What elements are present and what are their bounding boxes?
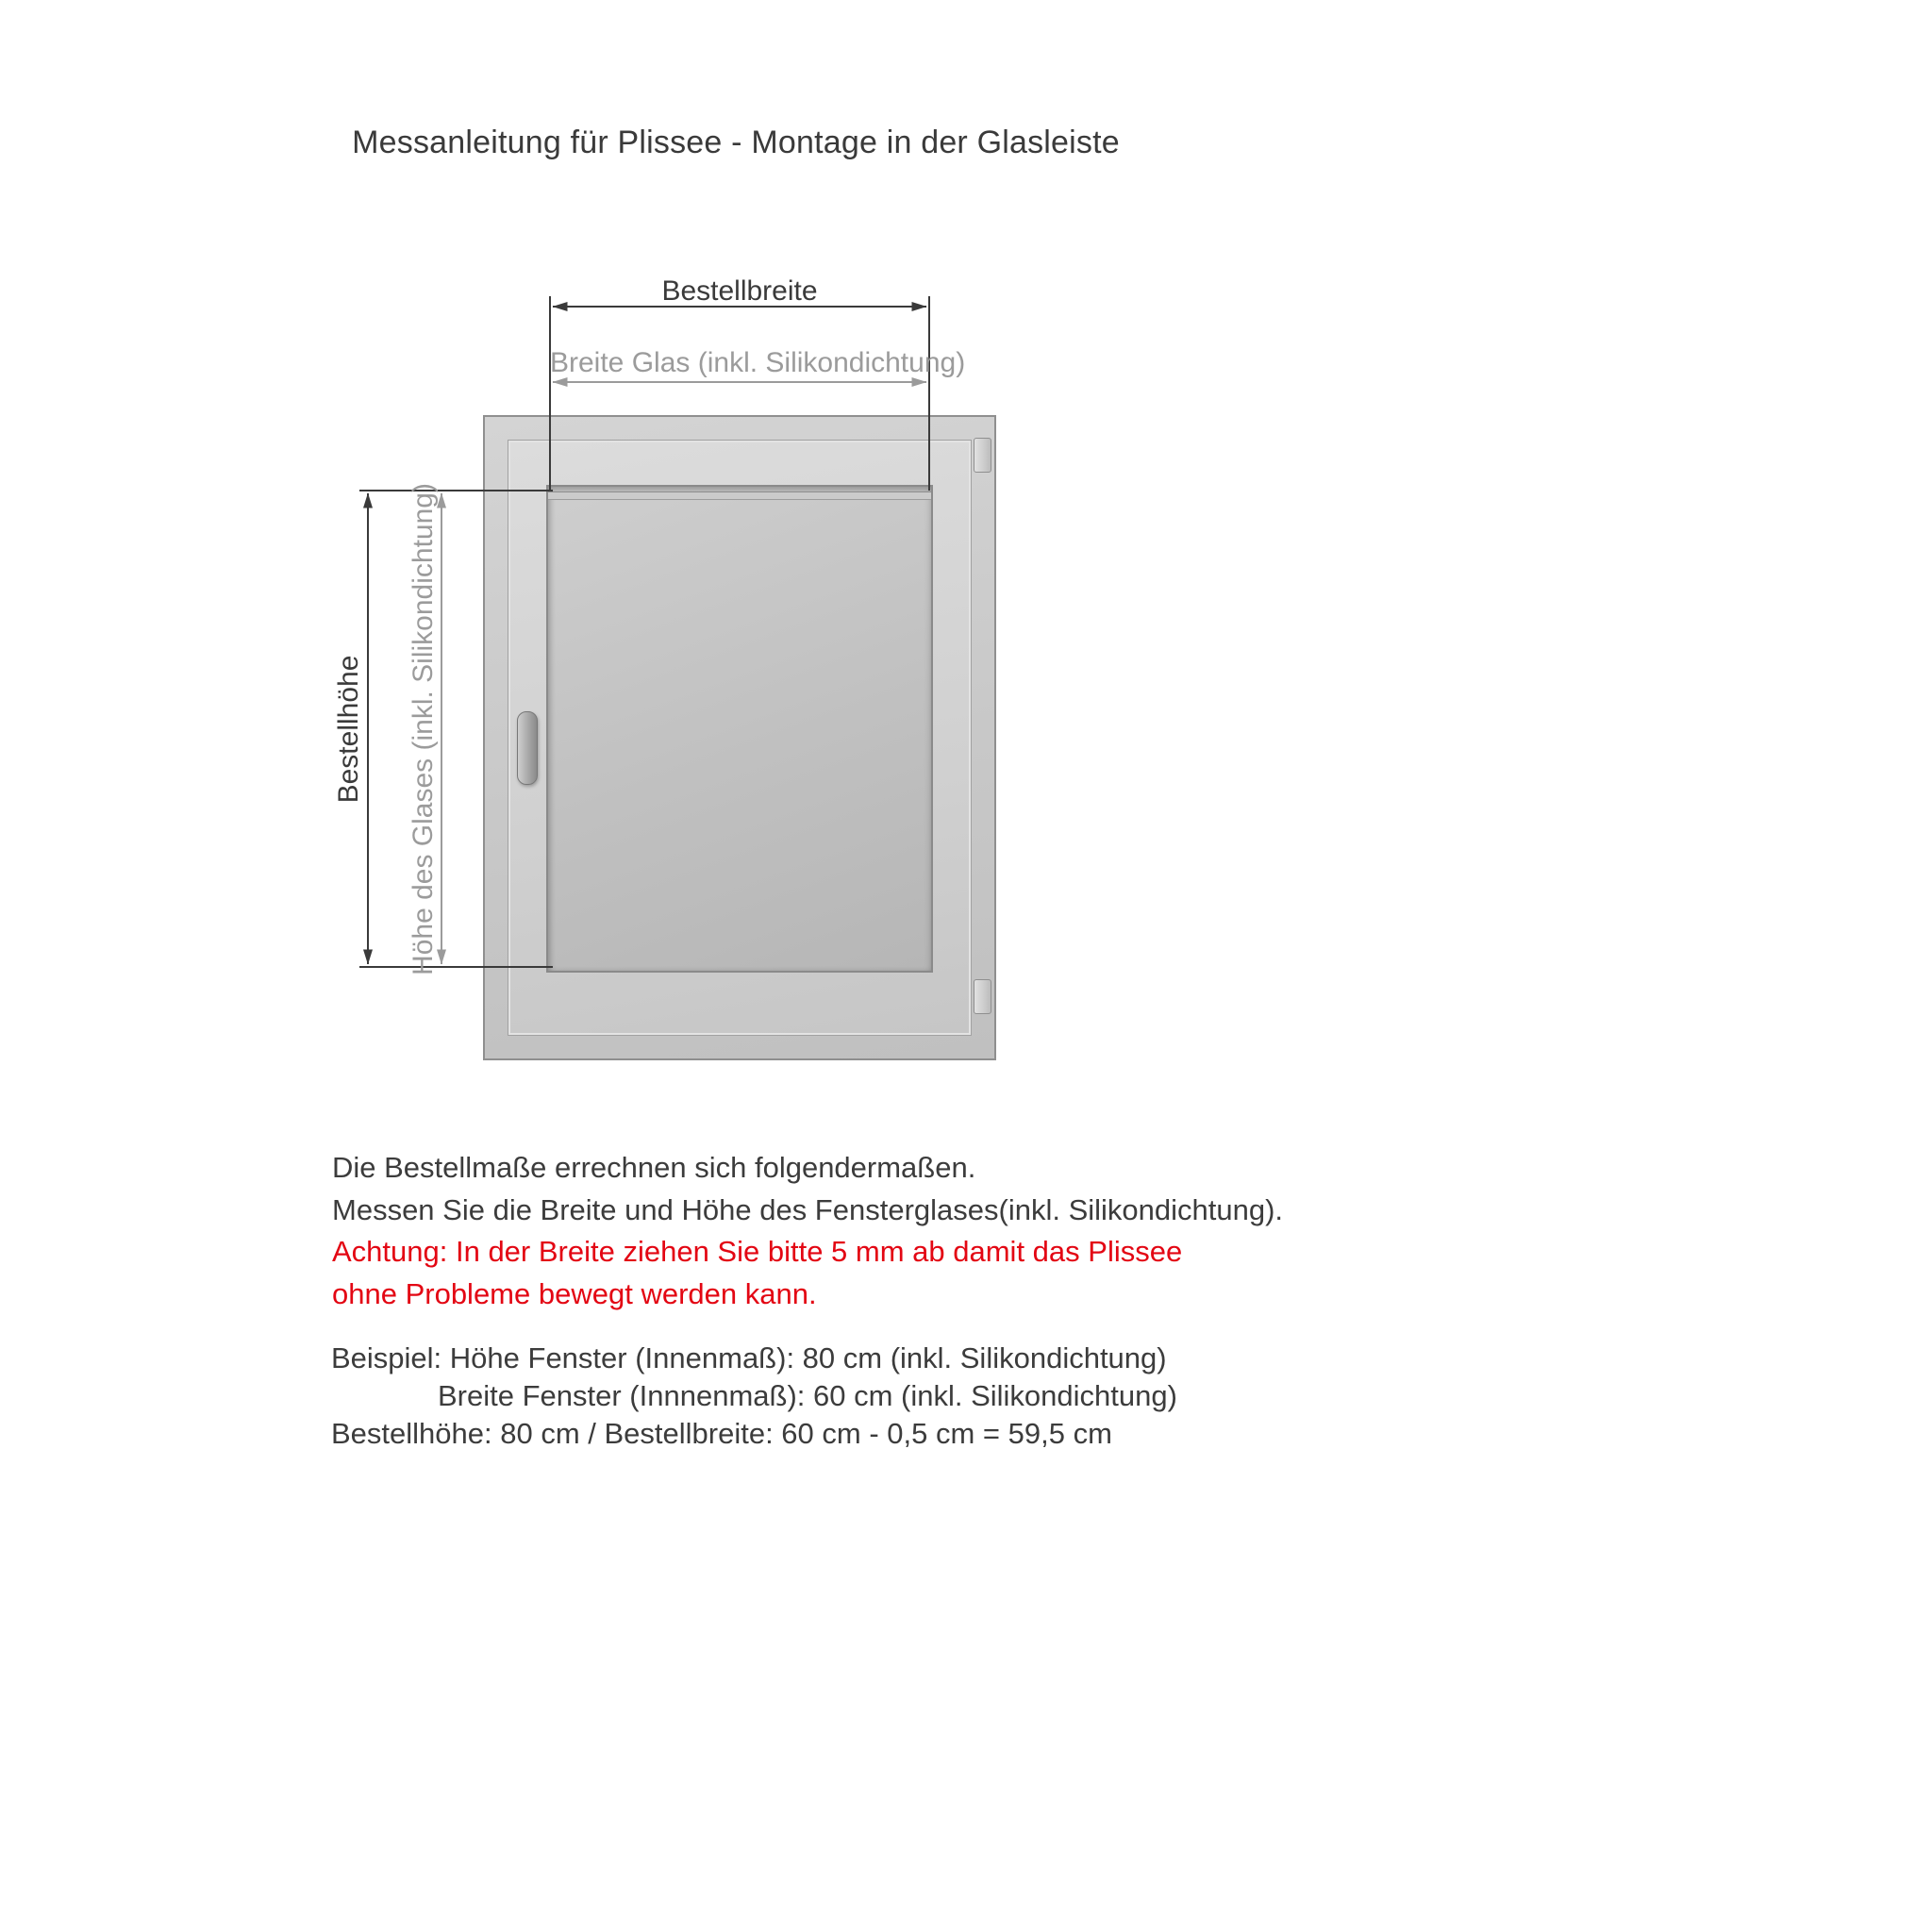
window-handle [517,711,538,785]
warning-line-2: ohne Probleme bewegt werden kann. [332,1276,817,1310]
window-sash [508,440,972,1036]
page-title: Messanleitung für Plissee - Montage in der Glasleiste [352,125,1120,160]
warning-line-1: Achtung: In der Breite ziehen Sie bitte 5 mm ab damit das Plissee [332,1235,1183,1268]
glazing-bead-top-rail [548,491,931,500]
window-hinge-top [974,438,991,473]
order-width-label: Bestellbreite [661,275,818,307]
window-glass [546,485,933,973]
order-height-label: Bestellhöhe [333,655,364,804]
instruction-line-1: Die Bestellmaße errechnen sich folgendermaßen. [332,1151,976,1184]
instructions-block [332,1147,1283,1315]
glass-width-label: Breite Glas (inkl. Silikondichtung) [550,347,966,378]
instruction-line-2: Messen Sie die Breite und Höhe des Fensterglases(inkl. Silikondichtung). [332,1192,1284,1226]
example-line-1: Beispiel: Höhe Fenster (Innenmaß): 80 cm (inkl. Silikondichtung) [331,1341,1167,1374]
example-line-3: Bestellhöhe: 80 cm / Bestellbreite: 60 cm - 0,5 cm = 59,5 cm [331,1417,1112,1450]
example-line-2: Breite Fenster (Innnenmaß): 60 cm (inkl. Silikondichtung) [438,1379,1177,1412]
example-block [331,1340,1177,1453]
glass-height-label: Höhe des Glases (inkl. Silikondichtung) [408,483,439,975]
window-hinge-bottom [974,979,991,1014]
window-illustration [483,415,996,1060]
